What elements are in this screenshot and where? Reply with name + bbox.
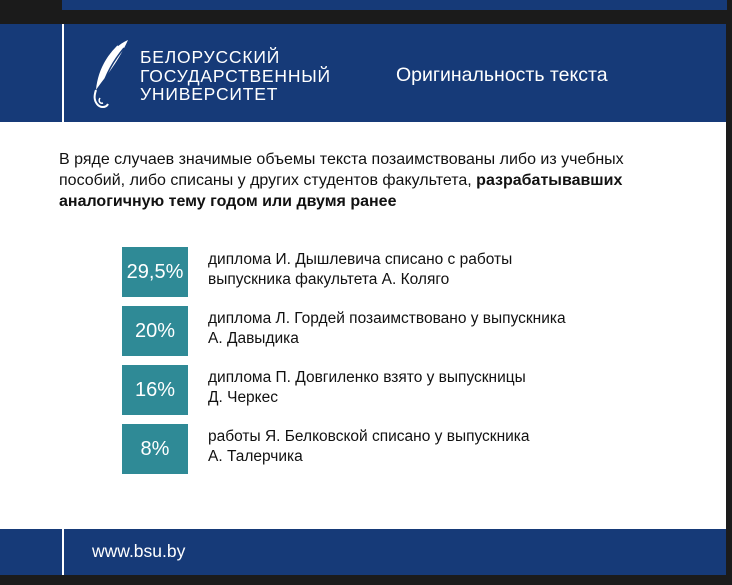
stat-row [122,247,642,297]
intro-bold-text: разрабатывавших аналогичную тему годом или двумя ранее [59,172,623,210]
stat-description [208,368,628,408]
stat-line: А. Талерчика [208,448,303,465]
stat-description [208,427,628,467]
stat-line: А. Давыдика [208,330,299,347]
top-frame [0,0,732,24]
logo-line: БЕЛОРУССКИЙ [140,47,281,67]
stat-line: работы Я. Белковской списано у выпускника [208,428,530,445]
footer-url[interactable]: www.bsu.by [92,541,186,561]
stat-row [122,365,642,415]
slide-title: Оригинальность текста [396,64,608,86]
right-frame [726,24,732,585]
footer-divider [62,529,64,575]
logo-text [140,48,331,104]
intro-paragraph [59,149,659,212]
logo-line: УНИВЕРСИТЕТ [140,84,279,104]
stat-value-box: 16% [122,365,188,415]
intro-text: В ряде случаев значимые объемы текста позаимствованы либо из учебных пособий, либо списаны у других студентов факультета, [59,151,624,189]
slide [0,24,732,585]
feather-icon [88,38,132,112]
top-bar [62,0,727,10]
university-logo [88,38,358,112]
stat-line: диплома П. Довгиленко взято у выпускницы [208,369,526,386]
logo-line: ГОСУДАРСТВЕННЫЙ [140,65,331,86]
footer [0,529,726,575]
stat-row [122,424,642,474]
header [0,24,726,122]
stat-value-box: 8% [122,424,188,474]
stat-line: диплома Л. Гордей позаимствовано у выпускника [208,310,566,327]
stat-line: диплома И. Дышлевича списано с работы [208,251,513,268]
bottom-frame [0,575,726,585]
stat-row [122,306,642,356]
stat-value-box: 20% [122,306,188,356]
header-divider [62,24,64,122]
stat-description [208,309,628,349]
stat-line: выпускника факультета А. Коляго [208,271,450,288]
stat-line: Д. Черкес [208,389,279,406]
stat-description [208,250,628,290]
stat-value-box: 29,5% [122,247,188,297]
